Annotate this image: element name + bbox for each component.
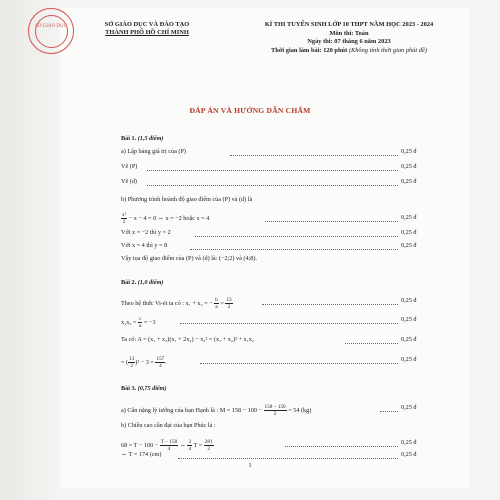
header-department bbox=[72, 21, 222, 37]
score-mark: 0,25 đ bbox=[401, 229, 417, 236]
res-mid: )² − 3 = bbox=[135, 358, 154, 366]
frac-num: x² bbox=[122, 212, 127, 218]
bai3-points: (0,75 điểm) bbox=[137, 385, 167, 392]
bai1-eq1 bbox=[121, 212, 471, 225]
bai1-a-text: a) Lập bảng giá trị của (P) bbox=[121, 148, 186, 155]
score-mark: 0,25 đ bbox=[401, 336, 417, 343]
vieta-prod-rest: = −3 bbox=[143, 318, 156, 326]
bai1-conclude-text: Vậy tọa độ giao điểm của (P) và (d) là: (−2;2) và (4;8). bbox=[121, 255, 257, 262]
bai3-final-text: ⇔ T = 174 (cm) bbox=[121, 451, 162, 458]
score-mark: 0,25 đ bbox=[401, 439, 417, 446]
bai3-eq-mid: ⇔ bbox=[179, 441, 186, 449]
bai3-b-text: b) Chiều cao cần đạt của bạn Phúc là : bbox=[121, 422, 216, 429]
score-mark: 0,25 đ bbox=[401, 316, 417, 323]
vieta-sum-pre: Theo hệ thức Vi-ét ta có : x₁ + x₂ = − bbox=[121, 299, 213, 307]
frac-den: 4 bbox=[159, 363, 162, 369]
frac-den: a bbox=[215, 304, 218, 310]
leader-dots bbox=[180, 323, 398, 324]
dept-line-1: SỞ GIÁO DỤC VÀ ĐÀO TẠO bbox=[104, 21, 190, 28]
bai1-eq1-rest: − x − 4 = 0 ⇔ x = −2 hoặc x = 4 bbox=[128, 214, 210, 222]
frac-den: 4 bbox=[167, 446, 171, 452]
score-mark: 0,25 đ bbox=[401, 356, 417, 363]
bai3-eq-mid2: T = bbox=[193, 441, 203, 449]
frac-den: 2 bbox=[130, 363, 133, 369]
frac-num: 158 − 150 bbox=[264, 404, 286, 410]
leader-dots bbox=[262, 304, 398, 305]
bai1-label: Bài 1. bbox=[121, 135, 137, 142]
leader-dots bbox=[195, 236, 398, 237]
equals: = bbox=[220, 299, 224, 307]
leader-dots bbox=[285, 446, 398, 447]
exam-duration: Thời gian làm bài: 120 phút bbox=[271, 46, 348, 54]
bai1-vep-text: Vẽ (P) bbox=[121, 163, 138, 170]
frac-num: c bbox=[139, 316, 142, 322]
exam-title: KÌ THI TUYỂN SINH LỚP 10 THPT NĂM HỌC 2023 - 2024 bbox=[264, 21, 434, 28]
frac-den: 4 bbox=[188, 446, 192, 452]
frac-den: 2 bbox=[273, 411, 277, 417]
bai2-ta-co-text: Ta có: A = (x₁ + x₂)(x₁ + 2x₂) − x₂² = (x₁ + x₂)² + x₁x₂ bbox=[121, 336, 255, 343]
fraction bbox=[138, 316, 142, 329]
bai3-heading bbox=[121, 385, 471, 393]
bai3-label: Bài 3. bbox=[121, 385, 137, 392]
dept-line-2: THÀNH PHỐ HỒ CHÍ MINH bbox=[105, 29, 189, 36]
exam-date: Ngày thi: 07 tháng 6 năm 2023 bbox=[307, 38, 391, 46]
frac-num: 281 bbox=[204, 439, 213, 445]
frac-den: a bbox=[139, 323, 142, 329]
res-end: . bbox=[165, 358, 167, 366]
frac-num: 157 bbox=[156, 356, 165, 362]
score-mark: 0,25 đ bbox=[401, 297, 417, 304]
bai1-line-b bbox=[121, 196, 471, 204]
leader-dots bbox=[147, 170, 398, 171]
frac-num: 3 bbox=[188, 439, 192, 445]
bai2-heading bbox=[121, 279, 471, 287]
fraction bbox=[214, 297, 219, 310]
bai3-a-post: = 54 (kg) bbox=[288, 406, 312, 414]
bai3-line-b bbox=[121, 422, 471, 430]
bai1-b-text: b) Phương trình hoành độ giao điểm của (P) và (d) là bbox=[121, 196, 253, 203]
bai2-ta-co bbox=[121, 336, 471, 344]
leader-dots bbox=[380, 411, 398, 412]
score-mark: 0,25 đ bbox=[401, 451, 417, 458]
frac-num: T − 150 bbox=[160, 439, 178, 445]
bai1-points: (1,5 điểm) bbox=[137, 135, 164, 142]
leader-dots bbox=[265, 221, 398, 222]
page-number: 1 bbox=[248, 462, 252, 469]
vieta-prod-pre: x₁x₂ = bbox=[121, 318, 137, 326]
frac-num: b bbox=[215, 297, 218, 303]
stamp-text: SỞ GIÁO DỤC bbox=[35, 24, 67, 29]
score-mark: 0,25 đ bbox=[401, 214, 417, 221]
bai1-x2-text: Với x = 4 thì y = 8 bbox=[121, 242, 168, 249]
leader-dots bbox=[230, 155, 398, 156]
bai1-line-conclude bbox=[121, 255, 471, 263]
bai1-x1-text: Với x = −2 thì y = 2 bbox=[121, 229, 171, 236]
fraction bbox=[155, 356, 165, 369]
bai2-label: Bài 2. bbox=[121, 279, 137, 286]
res-pre: = ( bbox=[121, 358, 129, 366]
official-stamp bbox=[28, 8, 74, 54]
score-mark: 0,25 đ bbox=[401, 163, 417, 170]
fraction bbox=[121, 212, 127, 225]
scan-edge bbox=[0, 0, 60, 500]
frac-den: 2 bbox=[207, 446, 210, 452]
stamp-inner-ring bbox=[35, 15, 68, 48]
leader-dots bbox=[147, 185, 398, 186]
score-mark: 0,25 đ bbox=[401, 148, 417, 155]
bai1-ved-text: Vẽ (d) bbox=[121, 178, 137, 185]
frac-den: 2 bbox=[227, 304, 231, 310]
score-mark: 0,25 đ bbox=[401, 178, 417, 185]
exam-duration-line bbox=[234, 47, 464, 56]
bai3-a-pre: a) Cân nặng lý tưởng của bạn Hạnh là : M = 158 − 100 − bbox=[121, 406, 262, 414]
score-mark: 0,25 đ bbox=[401, 242, 417, 249]
leader-dots bbox=[200, 363, 398, 364]
exam-duration-note: (Không tính thời gian phát đề) bbox=[348, 46, 427, 54]
leader-dots bbox=[190, 249, 398, 250]
bai2-points: (1,0 điểm) bbox=[137, 279, 164, 286]
fraction bbox=[225, 297, 232, 310]
frac-num: 13 bbox=[129, 356, 135, 362]
score-mark: 0,25 đ bbox=[401, 404, 417, 411]
frac-num: 13 bbox=[226, 297, 232, 303]
bai3-line-a bbox=[121, 404, 471, 417]
leader-dots bbox=[345, 343, 398, 344]
leader-dots bbox=[178, 458, 398, 459]
frac-den: 2 bbox=[122, 219, 126, 225]
document-title: ĐÁP ÁN VÀ HƯỚNG DẪN CHẤM bbox=[189, 106, 311, 115]
bai3-eq-pre: 68 = T − 100 − bbox=[121, 441, 159, 449]
bai1-heading bbox=[121, 135, 471, 143]
exam-subject: Môn thi: Toán bbox=[329, 29, 369, 37]
fraction bbox=[264, 404, 287, 417]
header-exam-info bbox=[234, 21, 464, 55]
